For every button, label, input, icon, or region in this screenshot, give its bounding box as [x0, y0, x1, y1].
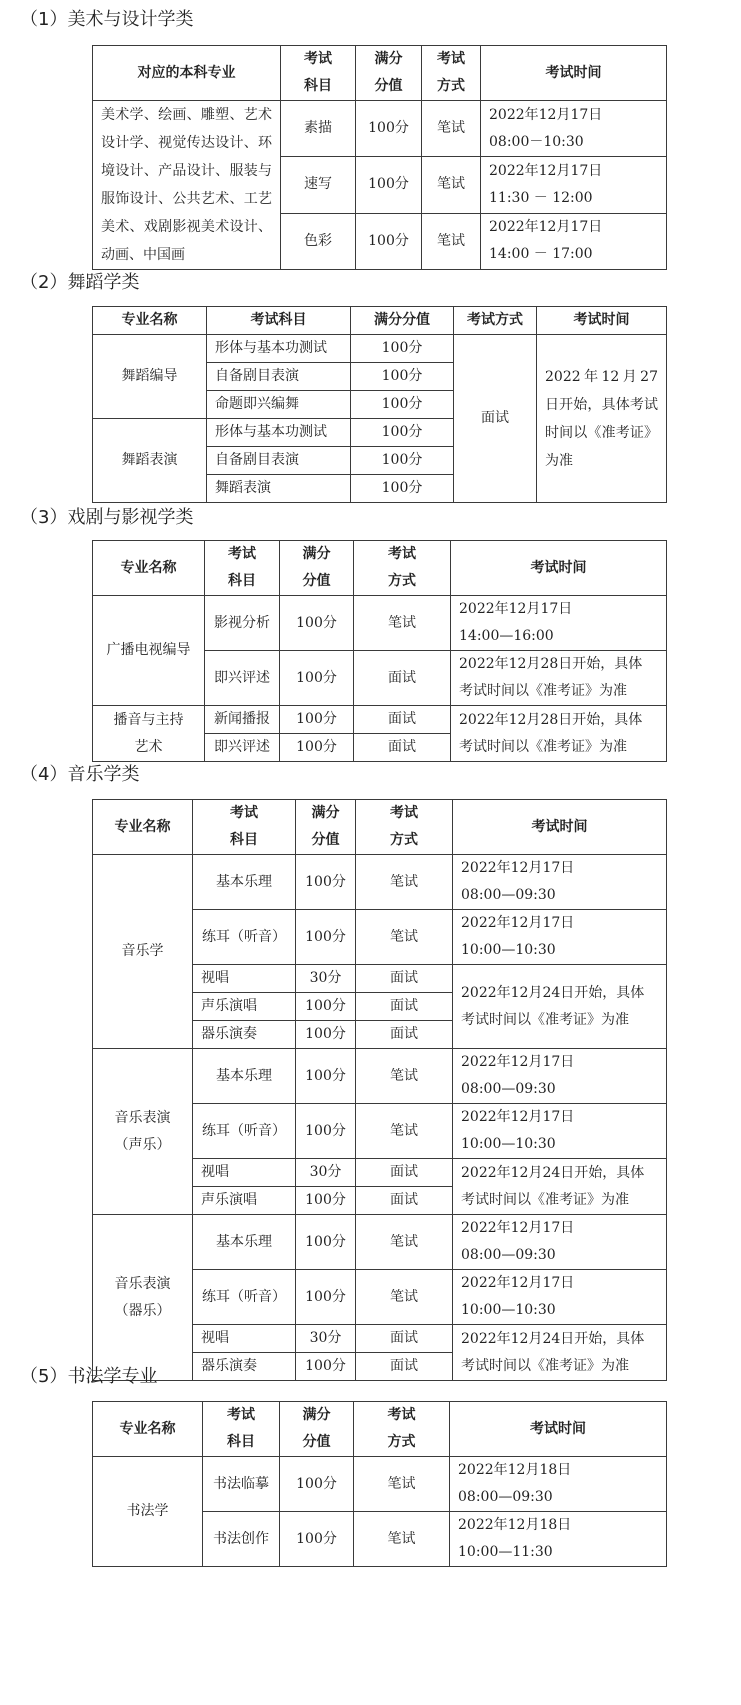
score-cell: 100分: [356, 101, 422, 157]
mode-cell: 面试: [354, 651, 451, 706]
time-cell: 2022年12月24日开始，具体 考试时间以《准考证》为准: [453, 1159, 667, 1215]
subject-cell: 新闻播报: [205, 706, 280, 734]
mode-cell: 面试: [356, 1353, 453, 1381]
table-row: [93, 1049, 667, 1104]
header-score: 满分 分值: [296, 800, 356, 855]
header-subject: 考试科目: [207, 307, 351, 335]
subject-cell: 即兴评述: [205, 734, 280, 762]
time-cell: 2022年12月17日 08:00—09:30: [453, 855, 667, 910]
major-cell: 舞蹈编导: [93, 335, 207, 419]
subject-cell: 器乐演奏: [193, 1021, 296, 1049]
header-mode: 考试 方式: [356, 800, 453, 855]
score-cell: 100分: [296, 1187, 356, 1215]
subject-cell: 速写: [281, 157, 356, 213]
time-cell: 2022年12月17日 11:30 － 12:00: [481, 157, 667, 213]
mode-cell: 面试: [356, 1325, 453, 1353]
subject-cell: 声乐演唱: [193, 993, 296, 1021]
mode-cell: 笔试: [422, 157, 481, 213]
subject-cell: 基本乐理: [193, 1215, 296, 1270]
subject-cell: 视唱: [193, 1159, 296, 1187]
mode-cell: 面试: [356, 1187, 453, 1215]
mode-cell: 笔试: [354, 596, 451, 651]
mode-cell: 笔试: [354, 1457, 450, 1512]
major-cell: 音乐学: [93, 855, 193, 1049]
subject-cell: 声乐演唱: [193, 1187, 296, 1215]
score-cell: 30分: [296, 965, 356, 993]
header-major: 专业名称: [93, 1402, 203, 1457]
mode-cell: 笔试: [356, 855, 453, 910]
calligraphy-table: [92, 1401, 667, 1567]
score-cell: 100分: [351, 335, 454, 363]
header-score: 满分 分值: [280, 541, 354, 596]
score-cell: 100分: [296, 993, 356, 1021]
score-cell: 100分: [351, 419, 454, 447]
header-mode: 考试方式: [454, 307, 537, 335]
time-cell: 2022年12月17日 14:00 － 17:00: [481, 213, 667, 269]
mode-cell: 面试: [354, 706, 451, 734]
header-subject: 考试 科目: [193, 800, 296, 855]
mode-cell: 笔试: [356, 910, 453, 965]
music-table: [92, 799, 667, 1381]
time-cell: 2022年12月17日 08:00－10:30: [481, 101, 667, 157]
header-time: 考试时间: [481, 46, 667, 101]
subject-cell: 形体与基本功测试: [207, 419, 351, 447]
subject-cell: 基本乐理: [193, 855, 296, 910]
header-subject: 考试 科目: [281, 46, 356, 101]
score-cell: 100分: [280, 706, 354, 734]
subject-cell: 舞蹈表演: [207, 475, 351, 503]
subject-cell: 影视分析: [205, 596, 280, 651]
mode-cell: 面试: [354, 734, 451, 762]
score-cell: 100分: [356, 157, 422, 213]
subject-cell: 练耳（听音）: [193, 1270, 296, 1325]
score-cell: 100分: [351, 391, 454, 419]
time-cell: 2022年12月17日 08:00—09:30: [453, 1049, 667, 1104]
major-cell: 舞蹈表演: [93, 419, 207, 503]
header-time: 考试时间: [453, 800, 667, 855]
mode-cell: 笔试: [356, 1104, 453, 1159]
table-row: [93, 1215, 667, 1270]
time-cell: 2022年12月27日开始，具体考试时间以《准考证》为准: [537, 335, 667, 503]
mode-cell: 笔试: [422, 213, 481, 269]
score-cell: 100分: [280, 734, 354, 762]
header-major: 对应的本科专业: [93, 46, 281, 101]
section-title-calligraphy: （5）书法学专业: [20, 1366, 158, 1387]
subject-cell: 命题即兴编舞: [207, 391, 351, 419]
major-list: 美术学、绘画、雕塑、艺术设计学、视觉传达设计、环境设计、产品设计、服装与服饰设计、公共艺术、工艺美术、戏剧影视美术设计、动画、中国画: [93, 101, 281, 270]
header-mode: 考试 方式: [422, 46, 481, 101]
score-cell: 100分: [296, 855, 356, 910]
score-cell: 100分: [296, 1270, 356, 1325]
time-cell: 2022年12月24日开始，具体 考试时间以《准考证》为准: [453, 965, 667, 1049]
header-subject: 考试 科目: [205, 541, 280, 596]
score-cell: 100分: [296, 1353, 356, 1381]
score-cell: 100分: [296, 1049, 356, 1104]
major-cell: 广播电视编导: [93, 596, 205, 706]
header-score: 满分 分值: [280, 1402, 354, 1457]
subject-cell: 基本乐理: [193, 1049, 296, 1104]
score-cell: 30分: [296, 1325, 356, 1353]
section-title-art-design: （1）美术与设计学类: [20, 9, 194, 30]
header-score: 满分 分值: [356, 46, 422, 101]
subject-cell: 器乐演奏: [193, 1353, 296, 1381]
mode-cell: 笔试: [422, 101, 481, 157]
time-cell: 2022年12月18日 10:00—11:30: [450, 1512, 667, 1567]
score-cell: 100分: [296, 1021, 356, 1049]
mode-cell: 笔试: [354, 1512, 450, 1567]
header-subject: 考试 科目: [203, 1402, 280, 1457]
subject-cell: 自备剧目表演: [207, 363, 351, 391]
table-row: [93, 596, 667, 651]
subject-cell: 练耳（听音）: [193, 1104, 296, 1159]
table-row: [93, 335, 667, 363]
score-cell: 100分: [280, 1457, 354, 1512]
header-time: 考试时间: [450, 1402, 667, 1457]
major-cell: 书法学: [93, 1457, 203, 1567]
score-cell: 100分: [351, 475, 454, 503]
section-title-drama-film: （3）戏剧与影视学类: [20, 507, 194, 528]
mode-cell: 笔试: [356, 1270, 453, 1325]
subject-cell: 形体与基本功测试: [207, 335, 351, 363]
section-title-dance: （2）舞蹈学类: [20, 272, 140, 293]
header-major: 专业名称: [93, 307, 207, 335]
score-cell: 30分: [296, 1159, 356, 1187]
time-cell: 2022年12月17日 10:00—10:30: [453, 1104, 667, 1159]
score-cell: 100分: [296, 1215, 356, 1270]
subject-cell: 视唱: [193, 1325, 296, 1353]
drama-film-table: [92, 540, 667, 762]
table-row: [93, 1457, 667, 1512]
table-row: [93, 855, 667, 910]
mode-cell: 面试: [356, 993, 453, 1021]
time-cell: 2022年12月24日开始，具体 考试时间以《准考证》为准: [453, 1325, 667, 1381]
header-major: 专业名称: [93, 541, 205, 596]
section-title-music: （4）音乐学类: [20, 764, 140, 785]
mode-cell: 面试: [454, 335, 537, 503]
score-cell: 100分: [351, 447, 454, 475]
dance-table: [92, 306, 667, 503]
header-mode: 考试 方式: [354, 1402, 450, 1457]
header-major: 专业名称: [93, 800, 193, 855]
subject-cell: 色彩: [281, 213, 356, 269]
header-score: 满分分值: [351, 307, 454, 335]
header-mode: 考试 方式: [354, 541, 451, 596]
subject-cell: 视唱: [193, 965, 296, 993]
time-cell: 2022年12月17日 10:00—10:30: [453, 910, 667, 965]
time-cell: 2022年12月28日开始，具体 考试时间以《准考证》为准: [451, 706, 667, 762]
subject-cell: 即兴评述: [205, 651, 280, 706]
time-cell: 2022年12月28日开始，具体 考试时间以《准考证》为准: [451, 651, 667, 706]
subject-cell: 书法创作: [203, 1512, 280, 1567]
subject-cell: 书法临摹: [203, 1457, 280, 1512]
score-cell: 100分: [296, 1104, 356, 1159]
time-cell: 2022年12月18日 08:00—09:30: [450, 1457, 667, 1512]
subject-cell: 素描: [281, 101, 356, 157]
table-row: [93, 706, 667, 734]
subject-cell: 练耳（听音）: [193, 910, 296, 965]
mode-cell: 面试: [356, 1021, 453, 1049]
art-design-table: [92, 45, 667, 270]
mode-cell: 面试: [356, 965, 453, 993]
major-cell: 播音与主持 艺术: [93, 706, 205, 762]
mode-cell: 面试: [356, 1159, 453, 1187]
subject-cell: 自备剧目表演: [207, 447, 351, 475]
header-time: 考试时间: [537, 307, 667, 335]
time-cell: 2022年12月17日 14:00—16:00: [451, 596, 667, 651]
score-cell: 100分: [280, 651, 354, 706]
mode-cell: 笔试: [356, 1215, 453, 1270]
score-cell: 100分: [280, 596, 354, 651]
score-cell: 100分: [296, 910, 356, 965]
time-cell: 2022年12月17日 10:00—10:30: [453, 1270, 667, 1325]
score-cell: 100分: [351, 363, 454, 391]
score-cell: 100分: [280, 1512, 354, 1567]
major-cell: 音乐表演 （声乐）: [93, 1049, 193, 1215]
time-cell: 2022年12月17日 08:00—09:30: [453, 1215, 667, 1270]
header-time: 考试时间: [451, 541, 667, 596]
major-cell: 音乐表演 （器乐）: [93, 1215, 193, 1381]
score-cell: 100分: [356, 213, 422, 269]
table-row: [93, 101, 667, 157]
mode-cell: 笔试: [356, 1049, 453, 1104]
